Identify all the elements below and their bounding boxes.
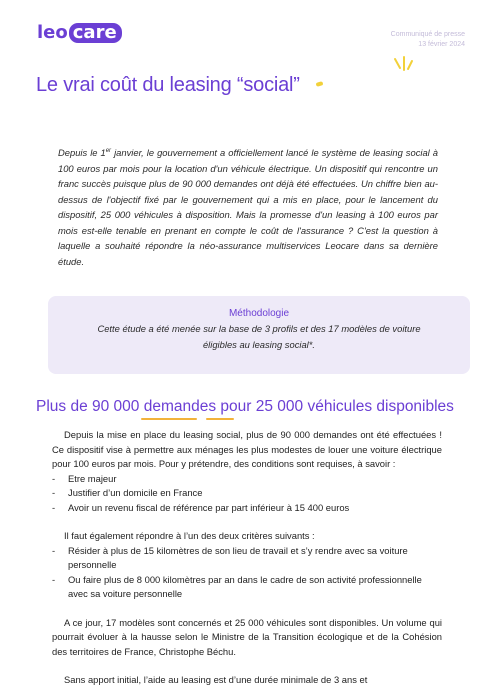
logo-care: care	[69, 23, 122, 43]
leocare-logo	[37, 22, 122, 43]
methodology-box	[48, 296, 470, 374]
criteria-list	[52, 544, 442, 602]
page-title: Le vrai coût du leasing “social”	[36, 74, 300, 96]
list-item: - Avoir un revenu fiscal de référence par part inférieur à 15 400 euros	[52, 501, 442, 516]
body-text	[52, 428, 442, 688]
body-paragraph: Depuis la mise en place du leasing social, plus de 90 000 demandes ont été effectuées ! Ce dispositif vise à permettre aux ménages les plus modestes de louer une voiture électrique pour 100 euros par mois. Pour y prétendre, des conditions sont requises, à savoir :	[52, 429, 442, 469]
body-paragraph: A ce jour, 17 modèles sont concernés et 25 000 véhicules sont disponibles. Un volume qui pourrait évoluer à la hausse selon le Ministre de la Transition écologique et de la Cohésion des territoires de France, Christophe Béchu.	[52, 616, 442, 657]
press-header	[391, 30, 465, 50]
sparkle-icon	[393, 56, 415, 76]
logo-leo: leo	[37, 22, 68, 43]
title-accent	[316, 81, 324, 87]
list-item: - Ou faire plus de 8 000 kilomètres par an dans le cadre de son activité professionnelle avec sa voiture personnelle	[52, 573, 442, 602]
press-date: 13 février 2024	[418, 41, 465, 48]
press-label: Communiqué de presse	[390, 31, 465, 38]
intro-text-rest: janvier, le gouvernement a officiellement lancé le système de leasing social à 100 euros par mois pour la location d'un véhicule électrique. Un dispositif qui rencontre un franc succès puisque plus de 90 000 demandes ont déjà été effectuées. Un chiffre bien au-dessus de l'objectif fixé par le gouvernement qui a mis en place, pour le lancement du dispositif, 25 000 véhicules à disposition. Mais la promesse d'un leasing à 100 euros par mois est-elle tenable en prenant en compte le coût de l'assurance ? C'est la question à laquelle a souhaité répondre la néo-assurance multiservices Leocare dans sa dernière étude.	[58, 147, 438, 267]
list-item: - Etre majeur	[52, 472, 442, 487]
section-title: Plus de 90 000 demandes pour 25 000 véhicules disponibles	[36, 398, 454, 415]
list-item: - Résider à plus de 15 kilomètres de son lieu de travail et s’y rendre avec sa voiture personnelle	[52, 544, 442, 573]
section-title-underline	[206, 418, 234, 420]
section-title-underline	[141, 418, 197, 420]
methodology-title: Méthodologie	[228, 308, 290, 319]
body-paragraph: Sans apport initial, l’aide au leasing est d’une durée minimale de 3 ans et	[64, 674, 368, 685]
intro-superscript: er	[105, 148, 112, 154]
list-item: - Justifier d’un domicile en France	[52, 486, 442, 501]
methodology-text: Cette étude a été menée sur la base de 3 profils et des 17 modèles de voiture éligibles au leasing social*.	[97, 323, 421, 350]
body-paragraph: Il faut également répondre à l’un des deux critères suivants :	[64, 530, 315, 541]
intro-text-start: Depuis le 1	[58, 147, 106, 159]
intro-paragraph	[58, 144, 438, 269]
conditions-list	[52, 472, 442, 516]
